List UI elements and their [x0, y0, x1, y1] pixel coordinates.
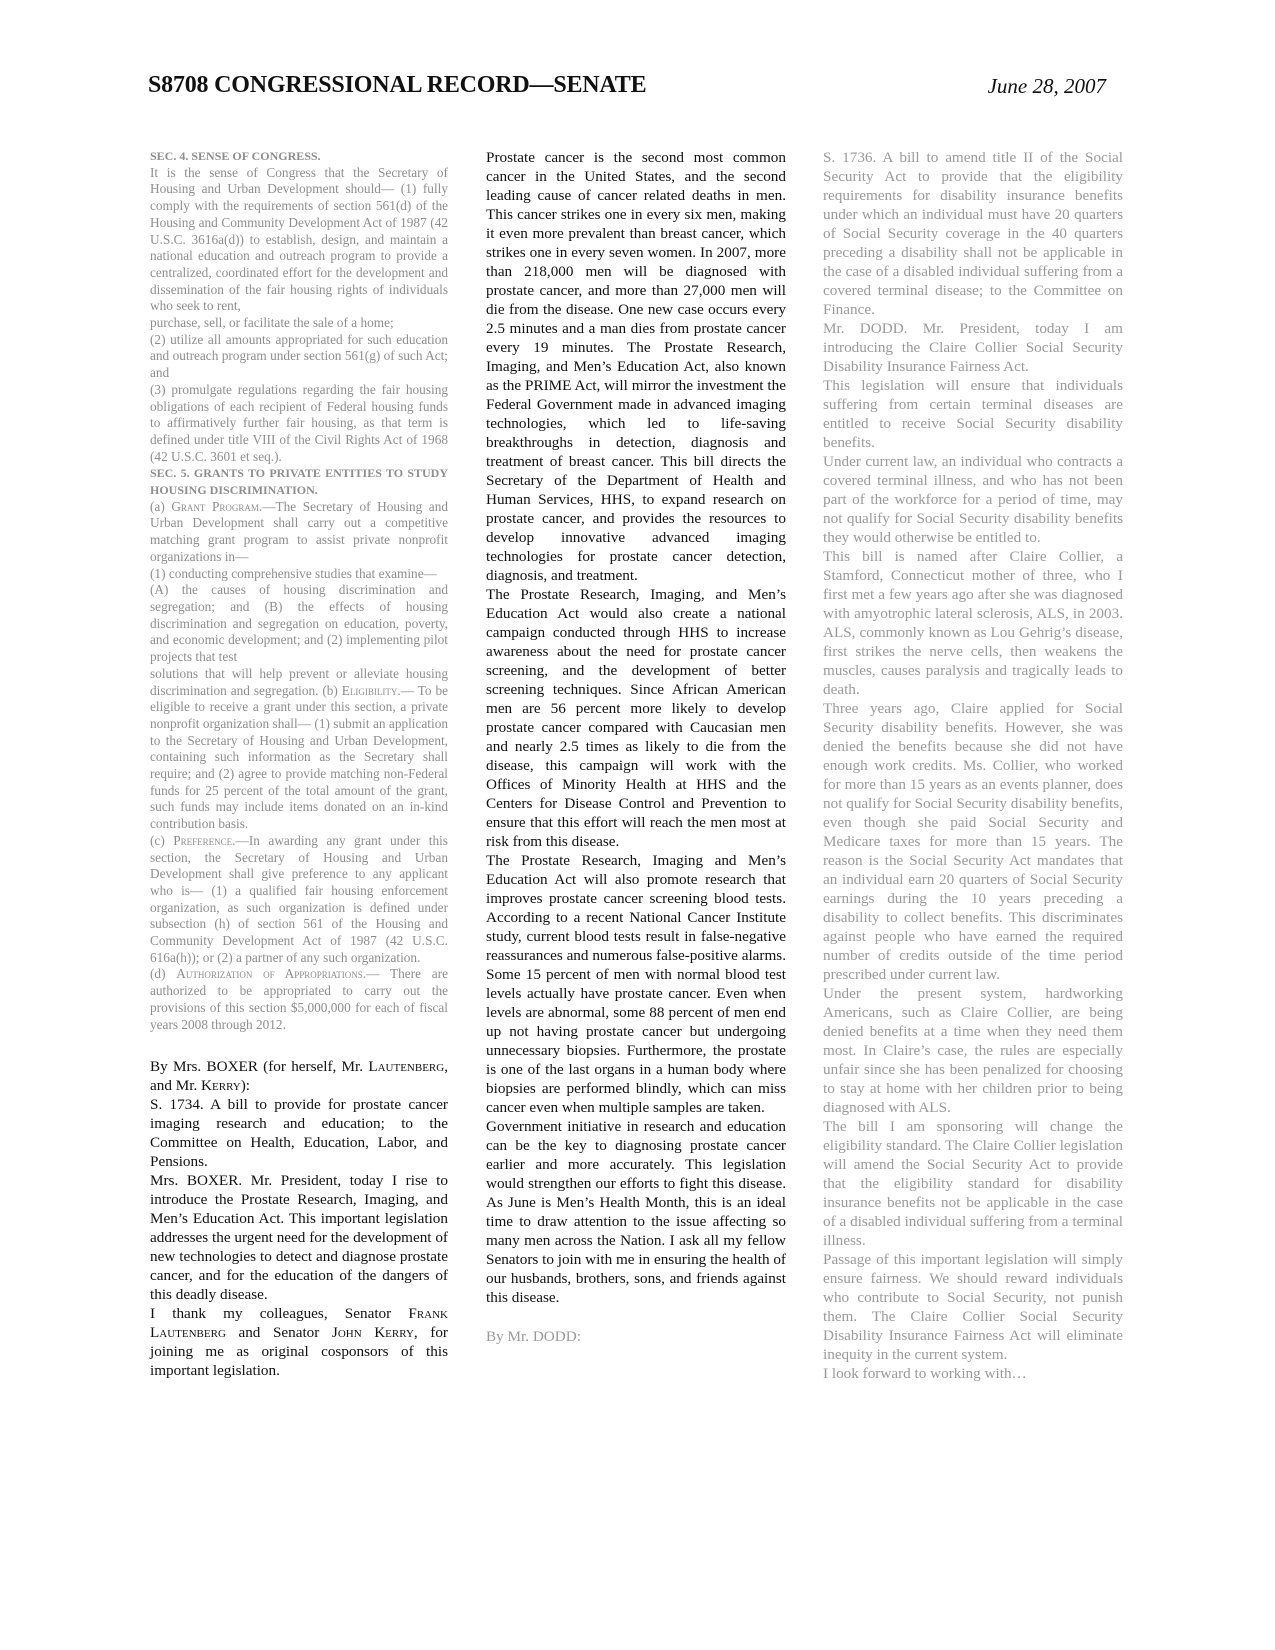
- paragraph: Mrs. BOXER. Mr. President, today I rise to introduce the Prostate Research, Imaging, and Men’s Education Act. This important legislation addresses the urgent need for the development of new technologies to detect and diagnose prostate cancer, and for the education of the dangers of this deadly disease.: [150, 1172, 448, 1304]
- paragraph: The bill I am sponsoring will change the eligibility standard. The Claire Collier legislation will amend the Social Security Act to provide that the eligibility standard for disability insurance benefits not be applicable in the case of a disabled individual suffering from a terminal illness.: [823, 1118, 1123, 1249]
- text: —The Secretary of Housing and Urban Development shall carry out a competitive matching grant program to assist private nonprofit organizations in—: [150, 498, 449, 564]
- paragraph: Three years ago, Claire applied for Social Security disability benefits. However, she was denied the benefits because she did not have enough work credits. Ms. Collier, who worked for more than 15 years as an events planner, does not qualify for Social Security disability benefits, even though she paid Social Security and Medicare taxes for more than 15 years. The reason is the Social Security Act mandates that an individual earn 20 quarters of Social Security earnings during the 10 years preceding a disability to collect benefits. This discriminates against people who have earned the required number of credits outside of the time period prescribed under current law.: [823, 700, 1123, 983]
- paragraph: purchase, sell, or facilitate the sale of a home;: [150, 315, 394, 331]
- text: , for joining me as original cosponsors of this important legislation.: [150, 1324, 448, 1380]
- senator-name: Lautenberg: [368, 1058, 445, 1076]
- subsection-title: Eligibility.: [341, 682, 401, 698]
- paragraph: Government initiative in research and education can be the key to diagnosing prostate cancer earlier and more accurately. This legislation would strengthen our efforts to fight this disease. As June is Men’s Health Month, this is an ideal time to draw attention to the issue affecting so many men across the Nation. I ask all my fellow Senators to join with me in ensuring the health of our husbands, brothers, sons, and friends against this disease.: [486, 1118, 786, 1306]
- text: , and Mr.: [150, 1058, 448, 1095]
- paragraph: It is the sense of Congress that the Secretary of Housing and Urban Development should— (1) fully comply with the requirements of section 561(d) of the Housing and Community Development Act of 1987 (42 U.S.C. 3616a(d)) to establish, design, and maintain a national education and outreach program to provide a centralized, coordinated effort for the development and dissemination of the fair housing rights of individuals who seek to rent,: [150, 164, 448, 314]
- text: I thank my colleagues, Senator: [150, 1305, 409, 1323]
- paragraph: (1) conducting comprehensive studies that examine—: [150, 565, 437, 581]
- paragraph: I look forward to working with…: [823, 1365, 1027, 1382]
- column-1: [150, 148, 448, 1380]
- text: and Senator: [225, 1324, 332, 1342]
- senator-name: Frank Lautenberg: [150, 1305, 448, 1342]
- bill-title: S. 1736. A bill to amend title II of the Social Security Act to provide that the eligibility requirements for disability insurance benefits under which an individual must have 20 quarters of Social Security coverage in the 40 quarters preceding a disability shall not be applicable in the case of a disabled individual suffering from a covered terminal disease; to the Committee on Finance.: [823, 149, 1123, 318]
- page-title: S8708 CONGRESSIONAL RECORD—SENATE: [148, 72, 647, 98]
- section-heading: SEC. 5. GRANTS TO PRIVATE ENTITIES TO STUDY HOUSING DISCRIMINATION.: [150, 466, 448, 498]
- text: — To be eligible to receive a grant under this section, a private nonprofit organization shall— (1) submit an application to the Secretary of Housing and Urban Development, containing such information as the Secretary shall require; and (2) agree to provide matching non-Federal funds for 25 percent of the total amount of the grant, such funds may include items donated on an in-kind contribution basis.: [150, 682, 448, 832]
- sponsor-line: [150, 1057, 448, 1095]
- subsection-title: Grant Program.: [171, 498, 263, 514]
- text: solutions that will help prevent or alleviate housing discrimination and segregation. (b): [150, 665, 448, 698]
- column-3: [823, 148, 1123, 1383]
- senator-name: John Kerry: [331, 1324, 414, 1342]
- paragraph: Under the present system, hardworking Americans, such as Claire Collier, are being denied benefits at a time when they need them most. In Claire’s case, the rules are especially unfair since she has been penalized for choosing to stay at home with her children prior to being diagnosed with ALS.: [823, 985, 1123, 1116]
- page-header: [148, 72, 1106, 112]
- paragraph: [150, 833, 448, 967]
- text: — There are authorized to be appropriated to carry out the provisions of this section $5,000,000 for each of fiscal years 2008 through 2012.: [150, 966, 448, 1032]
- paragraph: This legislation will ensure that individuals suffering from certain terminal diseases are entitled to receive Social Security disability benefits.: [823, 377, 1123, 451]
- text: ):: [240, 1077, 251, 1095]
- section-heading: SEC. 4. SENSE OF CONGRESS.: [150, 149, 321, 163]
- label: (c): [150, 832, 174, 848]
- label: (a): [150, 498, 172, 514]
- text: By Mrs. BOXER (for herself, Mr.: [150, 1058, 369, 1076]
- spacer: [486, 1307, 786, 1327]
- paragraph: (3) promulgate regulations regarding the fair housing obligations of each recipient of Federal housing funds to affirmatively further fair housing, as that term is defined under title VIII of the Civil Rights Act of 1968 (42 U.S.C. 3601 et seq.).: [150, 381, 448, 464]
- paragraph: This bill is named after Claire Collier, a Stamford, Connecticut mother of three, who I first met a few years ago after she was diagnosed with amyotrophic lateral sclerosis, ALS, in 2003. ALS, commonly known as Lou Gehrig’s disease, first strikes the nerve cells, then weakens the muscles, causes paralysis and tragically leads to death.: [823, 548, 1123, 698]
- label: (d): [150, 966, 177, 982]
- paragraph: Passage of this important legislation will simply ensure fairness. We should reward individuals who contribute to Social Security, not punish them. The Claire Collier Social Security Disability Insurance Fairness Act will eliminate inequity in the current system.: [823, 1251, 1123, 1363]
- paragraph: [150, 966, 448, 1033]
- paragraph: The Prostate Research, Imaging, and Men’s Education Act would also create a national campaign conducted through HHS to increase awareness about the need for prostate cancer screening, and the development of better screening techniques. Since African American men are 56 percent more likely to develop prostate cancer compared with Caucasian men and nearly 2.5 times as likely to die from the disease, this campaign will work with the Offices of Minority Health at HHS and the Centers for Disease Control and Prevention to ensure that this effort will reach the men most at risk from this disease.: [486, 586, 786, 850]
- column-2: [486, 148, 786, 1346]
- paragraph: (A) the causes of housing discrimination and segregation; and (B) the effects of housing discrimination and segregation on education, poverty, and economic development; and (2) implementing pilot projects that test: [150, 582, 448, 665]
- paragraph: Under current law, an individual who contracts a covered terminal illness, and who has not been part of the workforce for a period of time, may not qualify for Social Security disability benefits they would otherwise be entitled to.: [823, 453, 1123, 546]
- subsection-title: Authorization of Appropriations.: [176, 966, 367, 982]
- sponsor-line: By Mr. DODD:: [486, 1328, 581, 1345]
- boxer-section: [150, 1057, 448, 1380]
- spacer: [150, 1033, 448, 1057]
- bill-title: S. 1734. A bill to provide for prostate cancer imaging research and education; to the Committee on Health, Education, Labor, and Pensions.: [150, 1096, 448, 1171]
- paragraph: (2) utilize all amounts appropriated for such education and outreach program under section 561(g) of such Act; and: [150, 331, 448, 381]
- page-date: June 28, 2007: [987, 74, 1106, 98]
- text: —In awarding any grant under this section, the Secretary of Housing and Urban Development shall give preference to any applicant who is— (1) a qualified fair housing enforcement organization, as such organization is defined under subsection (h) of section 561 of the Housing and Community Development Act of 1987 (42 U.S.C. 616a(h)); or (2) a partner of any such organization.: [150, 832, 448, 965]
- paragraph: The Prostate Research, Imaging and Men’s Education Act will also promote research that improves prostate cancer screening blood tests. According to a recent National Cancer Institute study, current blood tests result in false-negative reassurances and numerous false-positive alarms. Some 15 percent of men with normal blood test levels actually have prostate cancer. Even when levels are abnormal, some 88 percent of men end up not having prostate cancer but undergoing unnecessary biopsies. Furthermore, the prostate is one of the last organs in a human body where biopsies are performed blindly, which can miss cancer even when multiple samples are taken.: [486, 852, 786, 1116]
- paragraph: Prostate cancer is the second most common cancer in the United States, and the second leading cause of cancer related deaths in men. This cancer strikes one in every six men, making it even more prevalent than breast cancer, which strikes one in every seven women. In 2007, more than 218,000 men will be diagnosed with prostate cancer, and more than 27,000 men will die from the disease. One new case occurs every 2.5 minutes and a man dies from prostate cancer every 19 minutes. The Prostate Research, Imaging, and Men’s Education Act, also known as the PRIME Act, will mirror the investment the Federal Government made in advanced imaging technologies, which led to life-saving breakthroughs in detection, diagnosis and treatment of breast cancer. This bill directs the Secretary of the Department of Health and Human Services, HHS, to expand research on prostate cancer, and provides the resources to develop innovative advanced imaging technologies for prostate cancer detection, diagnosis, and treatment.: [486, 149, 786, 584]
- subsection-title: Preference.: [173, 832, 236, 848]
- paragraph: [150, 1304, 448, 1380]
- paragraph: Mr. DODD. Mr. President, today I am introducing the Claire Collier Social Security Disability Insurance Fairness Act.: [823, 320, 1123, 375]
- paragraph: [150, 666, 448, 833]
- paragraph: [150, 499, 448, 566]
- senator-name: Kerry: [201, 1077, 241, 1095]
